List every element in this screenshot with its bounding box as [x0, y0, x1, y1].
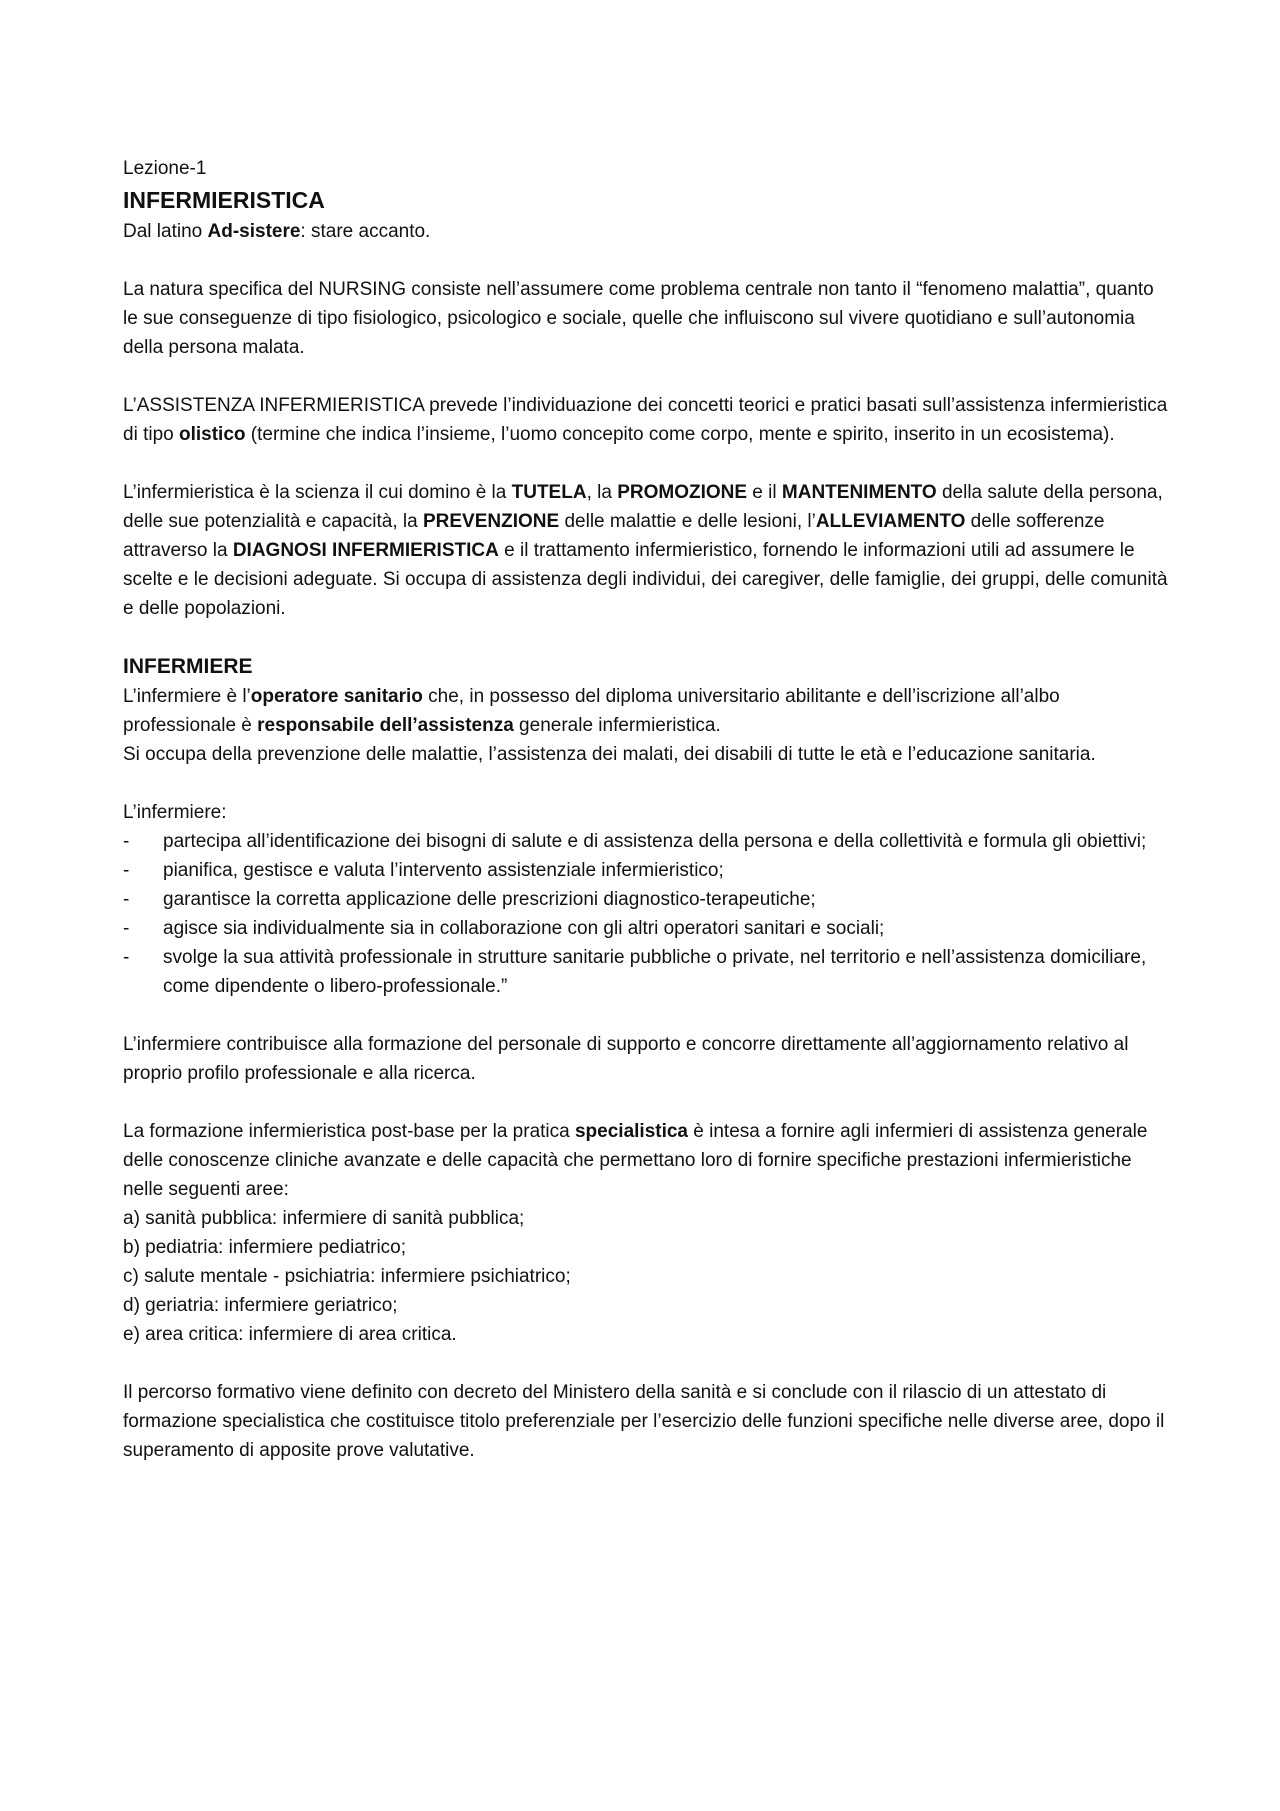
document-title: INFERMIERISTICA — [123, 187, 325, 213]
bullet-dash: - — [123, 947, 130, 968]
postbase-term: specialistica — [574, 1121, 689, 1142]
postbase-text: è intesa a fornire agli infermieri di assistenza generale delle conoscenze cliniche avanzate e delle capacità che permettano loro di fornire specifiche prestazioni infermieristiche nelle seguenti aree: — [123, 1121, 1148, 1200]
spacer — [123, 1088, 1168, 1117]
infermiere-definition-paragraph — [123, 682, 1168, 740]
scienza-term: PREVENZIONE — [422, 511, 560, 532]
scienza-text: , la — [586, 482, 618, 503]
list-item-text: garantisce la corretta applicazione delle prescrizioni diagnostico-terapeutiche; — [163, 889, 816, 910]
assistenza-paragraph — [123, 391, 1168, 449]
scienza-term: TUTELA — [511, 482, 587, 503]
spacer — [123, 1349, 1168, 1378]
list-item — [123, 827, 1168, 856]
list-item-text: partecipa all’identificazione dei bisogni di salute e di assistenza della persona e della collettività e formula gli obiettivi; — [163, 831, 1147, 852]
areas-list — [123, 1204, 1168, 1349]
list-item — [123, 943, 1168, 1001]
spacer — [123, 362, 1168, 391]
list-item — [123, 914, 1168, 943]
scienza-text: L’infermieristica è la scienza il cui domino è la — [123, 482, 512, 503]
nursing-paragraph: La natura specifica del NURSING consiste nell’assumere come problema centrale non tanto il “fenomeno malattia”, quanto le sue conseguenze di tipo fisiologico, psicologico e sociale, quelle che influiscono sul vivere quotidiano e sull’autonomia della persona malata. — [123, 279, 1154, 358]
scienza-text: delle malattie e delle lesioni, l’ — [559, 511, 816, 532]
etymology-paragraph — [123, 217, 1168, 246]
list-item-text: pianifica, gestisce e valuta l’intervento assistenziale infermieristico; — [163, 860, 724, 881]
etymology-post: : stare accanto. — [300, 221, 431, 242]
lesson-label: Lezione-1 — [123, 158, 207, 179]
bullet-dash: - — [123, 860, 130, 881]
list-item: c) salute mentale - psichiatria: infermiere psichiatrico; — [123, 1266, 571, 1287]
etymology-pre: Dal latino — [123, 221, 208, 242]
scienza-term: DIAGNOSI INFERMIERISTICA — [232, 540, 499, 561]
scienza-term: ALLEVIAMENTO — [815, 511, 966, 532]
list-item — [123, 885, 1168, 914]
definition-text: generale infermieristica. — [513, 715, 721, 736]
list-item-text: agisce sia individualmente sia in collaborazione con gli altri operatori sanitari e sociali; — [163, 918, 885, 939]
assistenza-term-olistico: olistico — [178, 424, 246, 445]
scienza-text: e il — [747, 482, 782, 503]
document-page — [123, 154, 1168, 1465]
list-item: b) pediatria: infermiere pediatrico; — [123, 1237, 407, 1258]
spacer — [123, 1001, 1168, 1030]
infermiere-heading: INFERMIERE — [123, 655, 253, 678]
assistenza-text-1: L’ASSISTENZA INFERMIERISTICA prevede l’individuazione dei concetti teorici e pratici basati sull’assistenza infermieristica di tipo — [123, 395, 1168, 445]
spacer — [123, 769, 1168, 798]
definition-term: operatore sanitario — [250, 686, 423, 707]
etymology-term: Ad-sistere — [207, 221, 301, 242]
bullet-dash: - — [123, 918, 130, 939]
definition-text: che, in possesso del diploma universitario abilitante e dell’iscrizione all’albo professionale è — [123, 686, 1060, 736]
scienza-text: delle sofferenze attraverso la — [123, 511, 1105, 561]
definition-term: responsabile dell’assistenza — [257, 715, 514, 736]
percorso-paragraph: Il percorso formativo viene definito con decreto del Ministero della sanità e si conclude con il rilascio di un attestato di formazione specialistica che costituisce titolo preferenziale per l’esercizio delle funzioni specifiche nelle diverse aree, dopo il superamento di apposite prove valutative. — [123, 1382, 1165, 1461]
list-item: a) sanità pubblica: infermiere di sanità pubblica; — [123, 1208, 525, 1229]
definition-text: L’infermiere è l’ — [123, 686, 251, 707]
list-item: e) area critica: infermiere di area critica. — [123, 1324, 457, 1345]
bullet-dash: - — [123, 889, 130, 910]
spacer — [123, 246, 1168, 275]
scienza-term: MANTENIMENTO — [781, 482, 937, 503]
scienza-text: e il trattamento infermieristico, fornendo le informazioni utili ad assumere le scelte e le decisioni adeguate. Si occupa di assistenza degli individui, dei caregiver, delle famiglie, dei gruppi, delle comunità e delle popolazioni. — [123, 540, 1168, 619]
scienza-text: della salute della persona, delle sue potenzialità e capacità, la — [123, 482, 1163, 532]
spacer — [123, 623, 1168, 652]
postbase-text: La formazione infermieristica post-base per la pratica — [123, 1121, 575, 1142]
spacer — [123, 449, 1168, 478]
postbase-paragraph — [123, 1117, 1168, 1204]
duties-list — [123, 827, 1168, 1001]
assistenza-text-2: (termine che indica l’insieme, l’uomo concepito come corpo, mente e spirito, inserito in un ecosistema). — [245, 424, 1115, 445]
list-item-text: svolge la sua attività professionale in strutture sanitarie pubbliche o private, nel territorio e nell’assistenza domiciliare, come dipendente o libero-professionale.” — [163, 947, 1147, 997]
scienza-term: PROMOZIONE — [617, 482, 748, 503]
duties-intro: L’infermiere: — [123, 802, 227, 823]
list-item: d) geriatria: infermiere geriatrico; — [123, 1295, 398, 1316]
list-item — [123, 856, 1168, 885]
formazione-personale-paragraph: L’infermiere contribuisce alla formazione del personale di supporto e concorre direttamente all’aggiornamento relativo al proprio profilo professionale e alla ricerca. — [123, 1034, 1129, 1084]
scienza-paragraph — [123, 478, 1168, 623]
infermiere-occupa-paragraph: Si occupa della prevenzione delle malattie, l’assistenza dei malati, dei disabili di tutte le età e l’educazione sanitaria. — [123, 744, 1096, 765]
bullet-dash: - — [123, 831, 130, 852]
